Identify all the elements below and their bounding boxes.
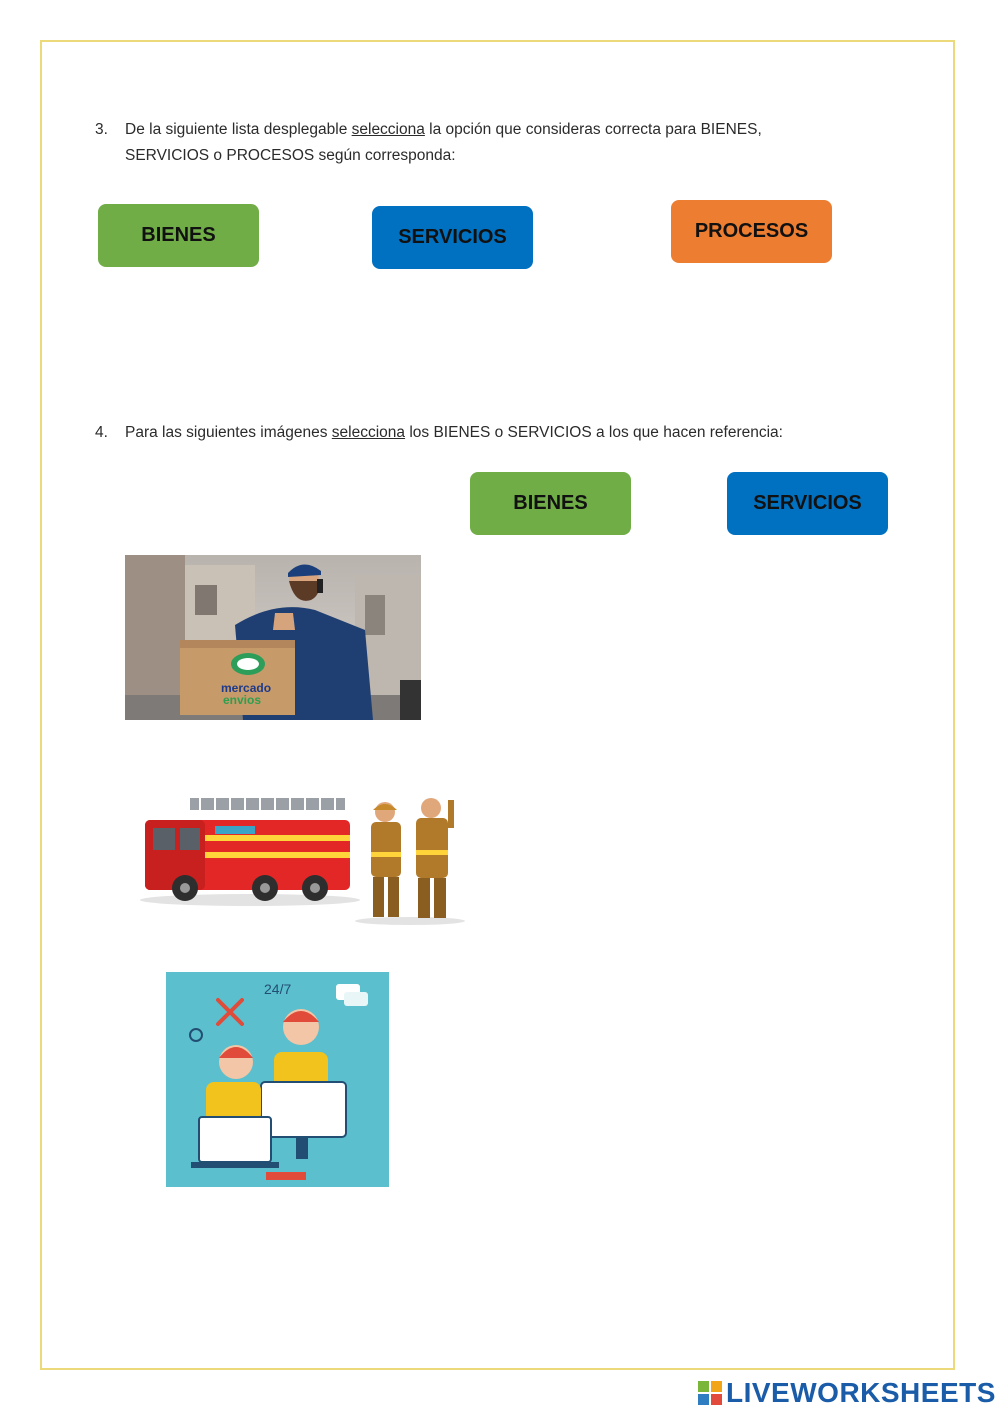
q4-servicios-button[interactable]: SERVICIOS — [727, 472, 888, 535]
q4-bienes-button[interactable]: BIENES — [470, 472, 631, 535]
fire-truck-image — [135, 790, 470, 925]
question-3 — [95, 117, 895, 177]
liveworksheets-logo-icon — [698, 1381, 722, 1405]
envios-text: envios — [223, 693, 262, 707]
q3-bienes-button[interactable]: BIENES — [98, 204, 259, 267]
question-3-text-post: la opción que consideras correcta para BIENES, — [424, 121, 762, 138]
q3-procesos-button[interactable]: PROCESOS — [671, 200, 832, 263]
question-3-line-2: SERVICIOS o PROCESOS según corresponda: — [125, 147, 456, 164]
mercado-text: mercado — [221, 681, 272, 695]
liveworksheets-logo[interactable] — [698, 1378, 996, 1408]
question-4-number: 4. — [95, 424, 108, 441]
question-3-line-1 — [125, 117, 762, 143]
question-4-text-pre: Para las siguientes imágenes — [125, 424, 332, 441]
question-4 — [95, 420, 895, 450]
delivery-man-image — [125, 555, 421, 720]
question-3-number: 3. — [95, 121, 108, 138]
question-3-text-pre: De la siguiente lista desplegable — [125, 121, 352, 138]
question-4-text — [125, 420, 783, 446]
question-4-selecciona: selecciona — [331, 424, 406, 441]
24-7-text: 24/7 — [264, 981, 292, 997]
liveworksheets-logo-text: LIVEWORKSHEETS — [726, 1377, 996, 1408]
q3-servicios-button[interactable]: SERVICIOS — [372, 206, 533, 269]
question-3-selecciona: selecciona — [351, 121, 425, 138]
customer-support-image — [166, 972, 389, 1187]
question-4-text-post: los BIENES o SERVICIOS a los que hacen referencia: — [405, 424, 783, 441]
